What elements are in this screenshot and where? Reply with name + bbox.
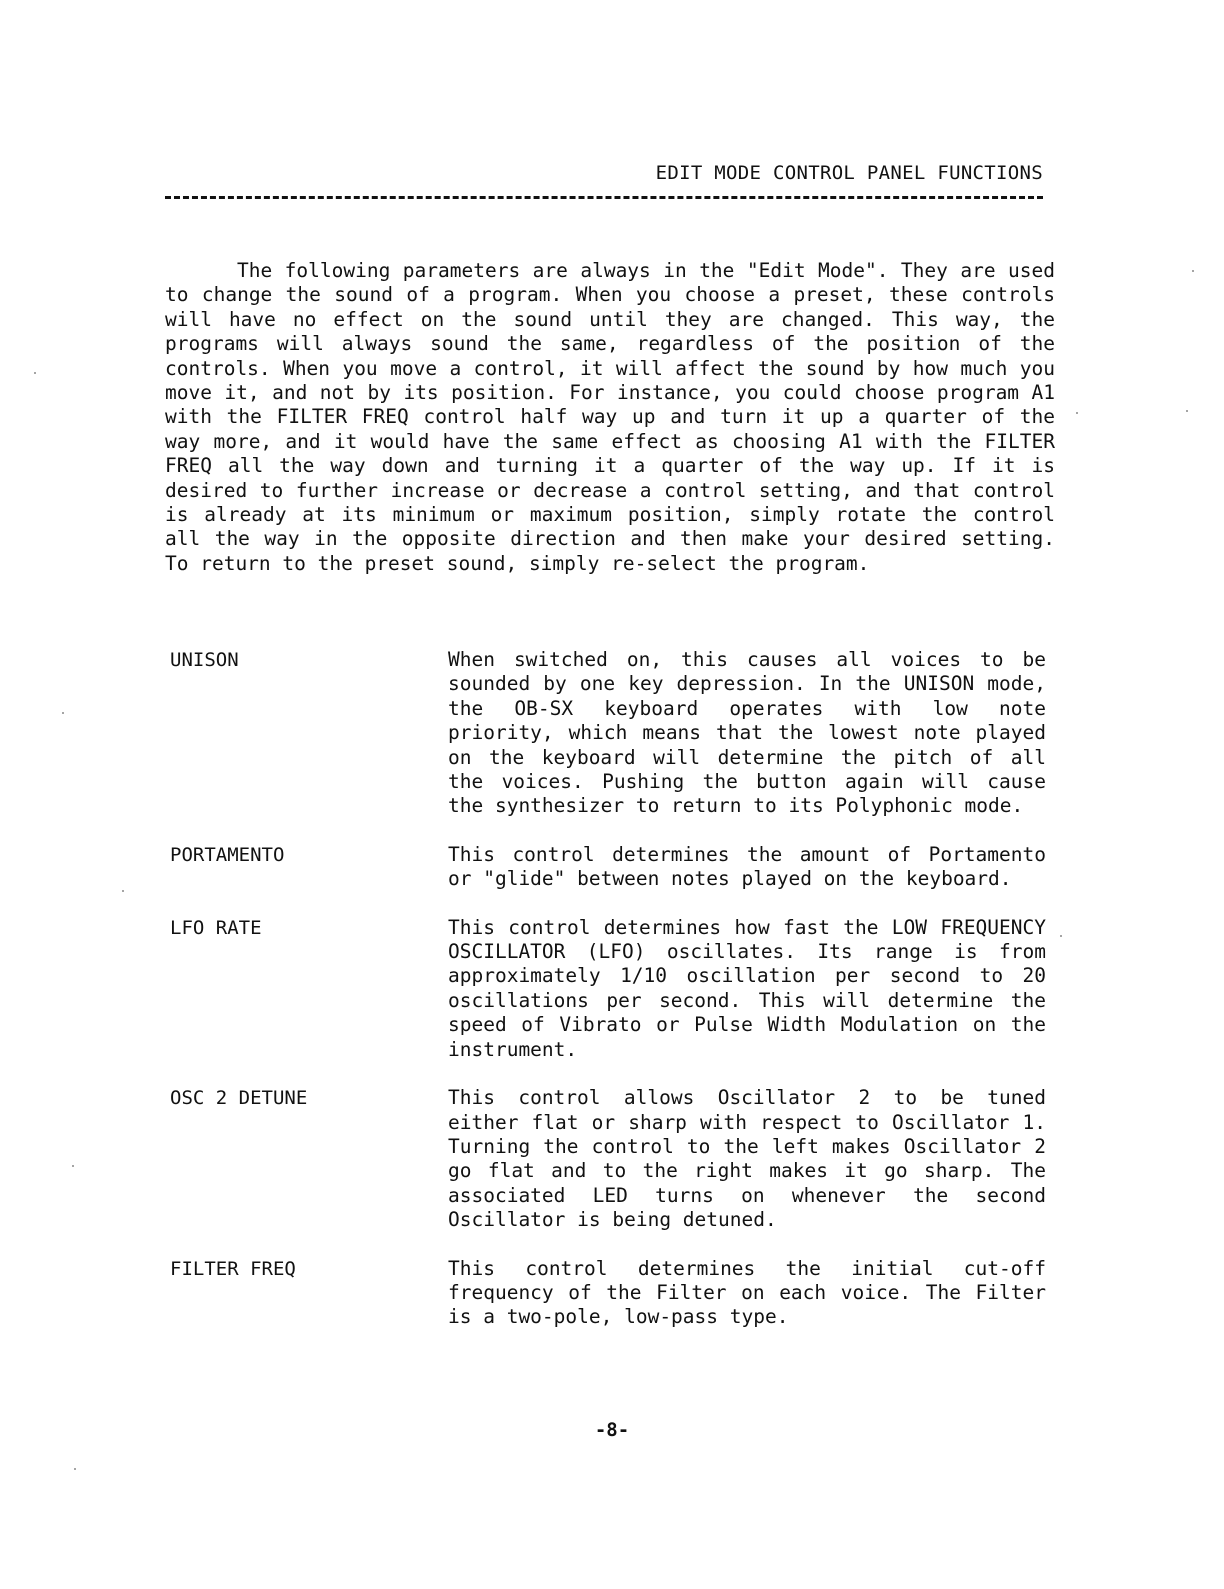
- scan-speck: [74, 1468, 76, 1470]
- scan-speck: [62, 712, 64, 714]
- definition-entry-portamento: [170, 843, 1060, 892]
- definition-term: LFO RATE: [170, 916, 262, 939]
- page-header: [165, 160, 1043, 199]
- intro-paragraph: The following parameters are always in the "Edit Mode". They are used to change the sound of a program. When you choose a preset, these controls will have no effect on the sound until they are changed. This way, the programs will always sound the same, regardless of the position of the controls. When you move a control, it will affect the sound by how much you move it, and not by its position. For instance, you could choose program A1 with the FILTER FREQ control half way up and turn it up a quarter of the way more, and it would have the same effect as choosing A1 with the FILTER FREQ all the way down and turning it a quarter of the way up. If it is desired to further increase or decrease a control setting, and that control is already at its minimum or maximum position, simply rotate the control all the way in the opposite direction and then make your desired setting. To return to the preset sound, simply re-select the program.: [165, 259, 1055, 575]
- definition-term: PORTAMENTO: [170, 843, 285, 866]
- definition-description: This control determines the amount of Portamento or "glide" between notes played on the keyboard.: [448, 842, 1046, 891]
- definition-term: FILTER FREQ: [170, 1257, 296, 1280]
- definition-term: UNISON: [170, 649, 239, 671]
- scan-speck: [1186, 410, 1188, 412]
- definition-description: When switched on, this causes all voices to be sounded by one key depression. In the UNISON mode, the OB-SX keyboard operates with low note priority, which means that the lowest note played on the keyboard will determine the pitch of all the voices. Pushing the button again will cause the synthesizer to return to its Polyphonic mode.: [448, 648, 1046, 818]
- definition-term: OSC 2 DETUNE: [170, 1087, 308, 1110]
- definition-entry-lfo-rate: [170, 916, 1060, 1062]
- scan-speck: [72, 1165, 74, 1167]
- scan-speck: [1060, 935, 1062, 937]
- scan-speck: [122, 890, 124, 892]
- definition-description: This control allows Oscillator 2 to be tuned either flat or sharp with respect to Oscillator 1. Turning the control to the left makes Oscillator 2 go flat and to the right makes it go sharp. The associated LED turns on whenever the second Oscillator is being detuned.: [448, 1086, 1046, 1232]
- scan-speck: [1076, 412, 1078, 414]
- definition-entry-osc-2-detune: [170, 1086, 1060, 1232]
- header-dashed-rule: [165, 196, 1043, 199]
- definition-entry-filter-freq: [170, 1257, 1060, 1330]
- scan-speck: [34, 372, 36, 374]
- definition-entry-unison: [170, 648, 1060, 819]
- page-number: -8-: [594, 1419, 630, 1441]
- parameter-definition-list: [170, 648, 1060, 1354]
- definition-description: This control determines the initial cut-off frequency of the Filter on each voice. The Filter is a two-pole, low-pass type.: [448, 1256, 1046, 1329]
- scan-speck: [1192, 270, 1194, 272]
- definition-description: This control determines how fast the LOW FREQUENCY OSCILLATOR (LFO) oscillates. Its range is from approximately 1/10 oscillation per second to 20 oscillations per second. This will determine the speed of Vibrato or Pulse Width Modulation on the instrument.: [448, 915, 1046, 1061]
- page-title: EDIT MODE CONTROL PANEL FUNCTIONS: [655, 162, 1043, 184]
